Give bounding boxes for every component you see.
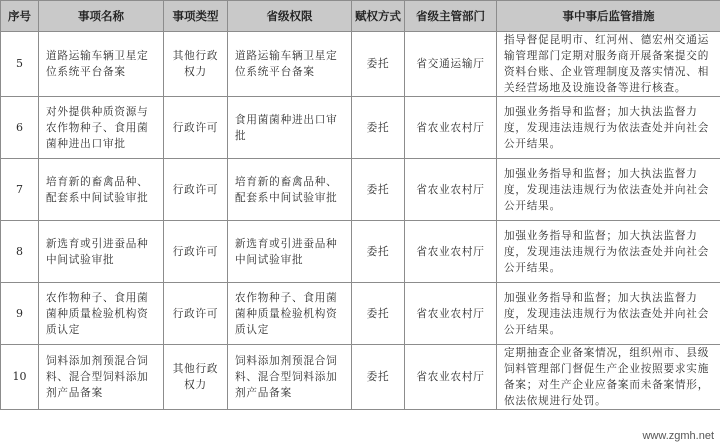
cell-item-name: 道路运输车辆卫星定位系统平台备案 <box>39 32 164 97</box>
table-row <box>1 345 720 410</box>
cell-provincial-authority: 农作物种子、食用菌菌种质量检验机构资质认定 <box>228 283 352 345</box>
header-row <box>1 1 720 32</box>
watermark: www.zgmh.net <box>642 430 714 442</box>
cell-item-name: 饲料添加剂预混合饲料、混合型饲料添加剂产品备案 <box>39 345 164 410</box>
cell-provincial-authority: 道路运输车辆卫星定位系统平台备案 <box>228 32 352 97</box>
cell-empower-mode: 委托 <box>352 283 405 345</box>
cell-item-name: 对外提供种质资源与农作物种子、食用菌菌种进出口审批 <box>39 97 164 159</box>
header-provincial-authority: 省级权限 <box>228 1 352 32</box>
cell-measures: 加强业务指导和监督；加大执法监督力度，发现违法违规行为依法查处并向社会公开结果。 <box>497 283 720 345</box>
cell-measures: 加强业务指导和监督；加大执法监督力度，发现违法违规行为依法查处并向社会公开结果。 <box>497 97 720 159</box>
table-row <box>1 221 720 283</box>
cell-number: 6 <box>1 97 39 159</box>
cell-department: 省农业农村厅 <box>405 283 497 345</box>
cell-department: 省农业农村厅 <box>405 345 497 410</box>
cell-provincial-authority: 新选育或引进蚕品种中间试验审批 <box>228 221 352 283</box>
cell-item-name: 培育新的畜禽品种、配套系中间试验审批 <box>39 159 164 221</box>
cell-number: 7 <box>1 159 39 221</box>
cell-empower-mode: 委托 <box>352 221 405 283</box>
cell-measures: 加强业务指导和监督；加大执法监督力度，发现违法违规行为依法查处并向社会公开结果。 <box>497 221 720 283</box>
cell-number: 5 <box>1 32 39 97</box>
cell-number: 9 <box>1 283 39 345</box>
cell-department: 省农业农村厅 <box>405 221 497 283</box>
header-item-type: 事项类型 <box>164 1 228 32</box>
cell-empower-mode: 委托 <box>352 159 405 221</box>
cell-item-type: 行政许可 <box>164 283 228 345</box>
cell-empower-mode: 委托 <box>352 97 405 159</box>
cell-department: 省交通运输厅 <box>405 32 497 97</box>
cell-number: 8 <box>1 221 39 283</box>
cell-measures: 加强业务指导和监督；加大执法监督力度，发现违法违规行为依法查处并向社会公开结果。 <box>497 159 720 221</box>
cell-empower-mode: 委托 <box>352 32 405 97</box>
header-department: 省级主管部门 <box>405 1 497 32</box>
header-empower-mode: 赋权方式 <box>352 1 405 32</box>
cell-provincial-authority: 培育新的畜禽品种、配套系中间试验审批 <box>228 159 352 221</box>
table-row <box>1 97 720 159</box>
cell-item-type: 行政许可 <box>164 97 228 159</box>
header-item-name: 事项名称 <box>39 1 164 32</box>
table-row <box>1 283 720 345</box>
cell-empower-mode: 委托 <box>352 345 405 410</box>
cell-department: 省农业农村厅 <box>405 97 497 159</box>
cell-item-type: 行政许可 <box>164 221 228 283</box>
table-row <box>1 32 720 97</box>
cell-department: 省农业农村厅 <box>405 159 497 221</box>
cell-provincial-authority: 饲料添加剂预混合饲料、混合型饲料添加剂产品备案 <box>228 345 352 410</box>
cell-measures: 指导督促昆明市、红河州、德宏州交通运输管理部门定期对服务商开展备案提交的资料台账、企业管理制度及落实情况、相关经营场地及设施设备等进行核查。 <box>497 32 720 97</box>
cell-item-name: 农作物种子、食用菌菌种质量检验机构资质认定 <box>39 283 164 345</box>
cell-item-type: 其他行政权力 <box>164 345 228 410</box>
header-measures: 事中事后监管措施 <box>497 1 720 32</box>
table-row <box>1 159 720 221</box>
cell-item-name: 新选育或引进蚕品种中间试验审批 <box>39 221 164 283</box>
cell-measures: 定期抽查企业备案情况，组织州市、县级饲料管理部门督促生产企业按照要求实施备案；对生产企业应备案而未备案情形，依法依规进行处罚。 <box>497 345 720 410</box>
header-number: 序号 <box>1 1 39 32</box>
cell-provincial-authority: 食用菌菌种进出口审批 <box>228 97 352 159</box>
cell-number: 10 <box>1 345 39 410</box>
cell-item-type: 行政许可 <box>164 159 228 221</box>
cell-item-type: 其他行政权力 <box>164 32 228 97</box>
